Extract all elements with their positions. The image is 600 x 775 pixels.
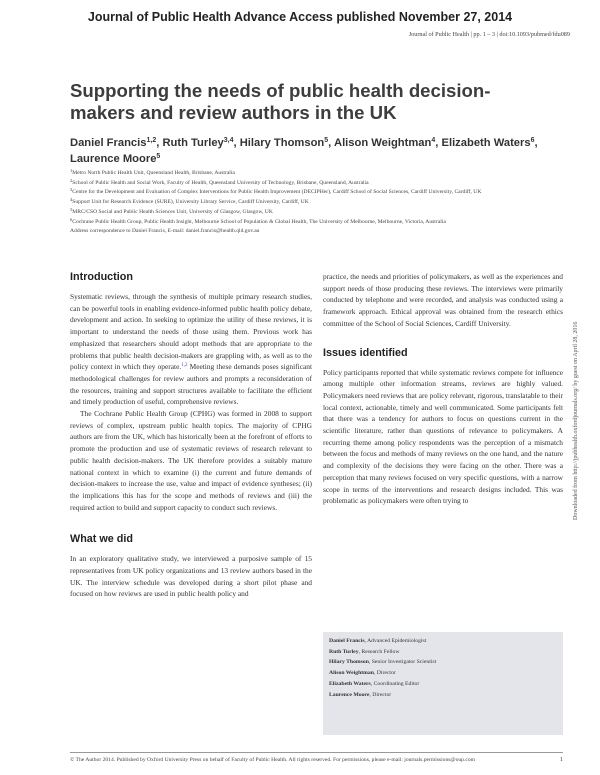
author-role-row: Ruth Turley, Research Fellow (329, 648, 400, 655)
affiliation-item: $^2$School of Public Health and Social Work, Faculty of Health, Queensland University of Technology, Brisbane, Queensland, Australia (70, 177, 369, 186)
section-heading-introduction: Introduction (70, 271, 133, 283)
affiliation-item: $^1$Metro North Public Health Unit, Queensland Health, Brisbane, Australia (70, 168, 235, 176)
affiliation-item: $^5$MRC/CSO Social and Public Health Sciences Unit, University of Glasgow, Glasgow, UK (70, 206, 273, 215)
citation-ref[interactable]: 1,2 (181, 363, 188, 369)
section-heading-issues-identified: Issues identified (323, 346, 408, 359)
author-name: Laurence Moore (70, 152, 157, 165)
author-role-row: Hilary Thomson, Senior Investigator Scientist (329, 659, 437, 666)
author-name: Daniel Francis (70, 137, 147, 149)
author-name: Hilary Thomson (239, 137, 325, 149)
author-roles-box (323, 632, 563, 735)
affiliation-item: $^4$Support Unit for Research Evidence (SURE), University Library Service, Cardiff University, Cardiff, UK (70, 197, 309, 206)
author-affil-ref[interactable]: 6 (530, 137, 535, 144)
method-paragraph-continued: practice, the needs and priorities of policymakers, as well as the experiences and support needs of those producing these reviews. The interviews were primarily conducted by telephone and were recorded, and analysis was conducted using a framework approach. Ethical approval was obtained from the research ethics committee of the School of Social Sciences, Cardiff University. (323, 272, 563, 328)
affiliation-item: $^6$Cochrane Public Health Group, Public Health Insight, Melbourne School of Population & Global Health, The University of Melbourne, Melbourne, Victoria, Australia (70, 216, 446, 225)
page-number: 1 (559, 756, 563, 763)
journal-banner: Journal of Public Health Advance Access published November 27, 2014 (87, 10, 513, 24)
affiliation-item: $^3$Centre for the Development and Evaluation of Complex Interventions for Public Health Improvement (DECIPHer), Cardiff School of Social Sciences, Cardiff University, Cardiff, UK (70, 187, 482, 196)
author-affil-ref[interactable]: 3,4 (223, 137, 234, 144)
author-role-row: Daniel Francis, Advanced Epidemiologist (329, 638, 427, 644)
author-list: Daniel Francis$^{1,2}$, Ruth Turley$^{3,4}$, Hilary Thomson$^5$, Alison Weightman$^4$, Elizabeth Waters$^6$, Laurence Moore$^5$ (70, 137, 538, 165)
author-role-row: Laurence Moore, Director (329, 691, 392, 698)
author-affil-ref[interactable]: 4 (431, 137, 436, 144)
author-role-row: Elizabeth Waters, Coordinating Editor (329, 680, 420, 687)
author-role-row: Alison Weightman, Director (329, 670, 396, 677)
method-paragraph: In an exploratory qualitative study, we interviewed a purposive sample of 15 representatives from UK policy organizations and 13 review authors based in the UK. The interview schedule was developed during a short pilot phase and focused on how reviews are used in public health policy and (70, 554, 312, 599)
author-name: Alison Weightman (333, 137, 432, 149)
affiliations (70, 169, 560, 237)
author-name: Elizabeth Waters (441, 137, 531, 149)
correspondence-address: Address correspondence to Daniel Francis, E-mail: daniel.francis@health.qld.gov.au (70, 228, 260, 235)
author-name: Ruth Turley (162, 137, 224, 149)
footer-divider (70, 752, 563, 753)
article-title: Supporting the needs of public health decision-makers and review authors in the UK (70, 80, 491, 123)
intro-paragraph: Systematic reviews, through the synthesis of multiple primary research studies, can be powerful tools in enabling evidence-informed public health policy debate, development and action. In seeking to optimize the utility of these reviews, it is important to understand the needs of those using them. Previous work has emphasized that researchers should adopt methods that are appropriate to the problems that public health decision-makers are grappling with, as well as to the policy context in which they operate.$^{1,2}$ Meeting these demands poses significant methodological challenges for review authors and prompts a reconsideration of the resources, training and support structures available to facilitate the efficient and timely production of useful, comprehensive reviews. (70, 292, 312, 407)
copyright-footer: © The Author 2014. Published by Oxford University Press on behalf of Faculty of Public Health. All rights reserved. For permissions, please e-mail: journals.permissions@oup.com (70, 757, 475, 763)
download-side-note (573, 250, 585, 520)
intro-paragraph: The Cochrane Public Health Group (CPHG) was formed in 2008 to support reviews of complex, upstream public health topics. The majority of CPHG authors are from the UK, which has historically been at the forefront of efforts to promote the production and use of systematic reviews of research relevant to public health decision-makers. The UK therefore provides a suitably mature national context in which to examine (i) the current and future demands of decision-makers to increase the use, value and impact of evidence syntheses; (ii) the implications this has for the scope and methods of reviews and (iii) the required action to build and support capacity to conduct such reviews. (70, 409, 312, 512)
issues-paragraph: Policy participants reported that while systematic reviews compete for influence among multiple other information streams, reviews are highly valued. Policymakers need reviews that are policy relevant, rigorous, translatable to their local context, actionable, timely and well communicated. Some participants felt that there was a tendency for authors to focus on questions current in the scientific literature, rather than questions of relevance to policymakers. A recurring theme among policy respondents was the perception of a mismatch between the focus and methods of many reviews on the one hand, and the nature and complexity of the decisions they were facing on the other. There was a perception that many reviews focused on very specific questions, with a narrow scope in terms of the interventions and research designs included. This was problematic as policymakers were often trying to (323, 367, 563, 506)
left-column (70, 271, 312, 600)
right-column (323, 271, 563, 507)
author-affil-ref[interactable]: 5 (324, 137, 329, 144)
author-affil-ref[interactable]: 1,2 (146, 137, 157, 144)
running-head: Journal of Public Health | pp. 1 – 3 | doi:10.1093/pubmed/fdu089 (408, 31, 570, 38)
author-affil-ref[interactable]: 5 (156, 152, 161, 160)
download-link-text[interactable]: Downloaded from http://jpubhealth.oxfordjournals.org/ by guest on April 28, 2016 (573, 321, 579, 520)
section-heading-what-we-did: What we did (70, 533, 133, 546)
